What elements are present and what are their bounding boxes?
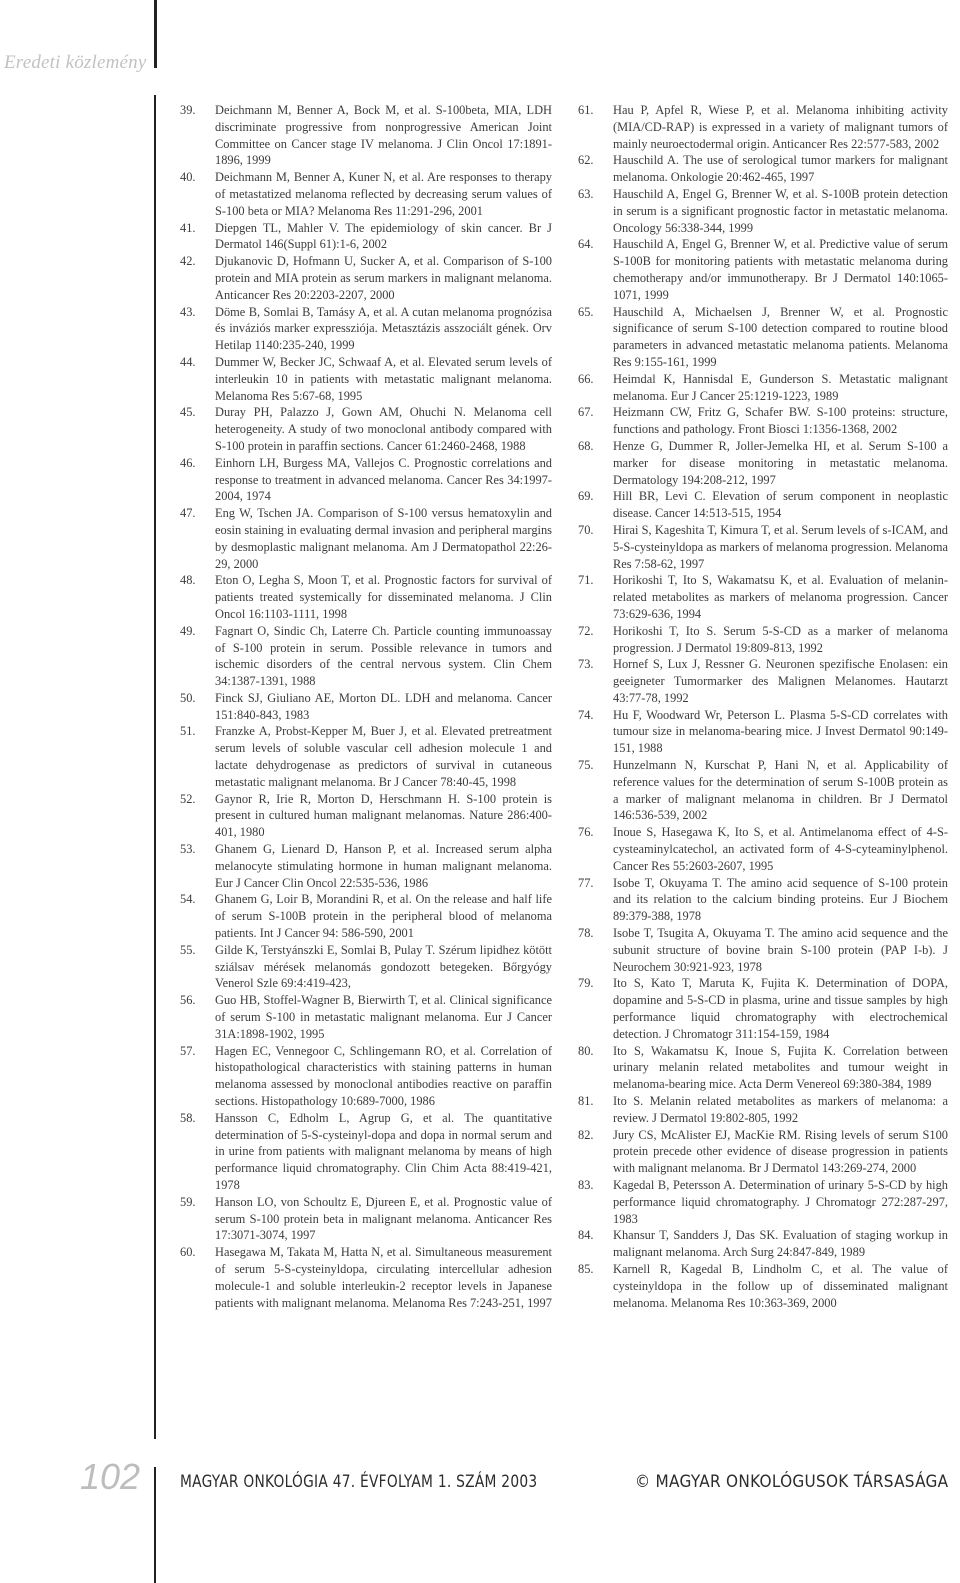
reference-number: 78.	[578, 926, 594, 941]
reference-number: 76.	[578, 825, 594, 840]
reference-number: 80.	[578, 1043, 594, 1058]
reference-text: Hau P, Apfel R, Wiese P, et al. Melanoma inhibiting activity (MIA/CD-RAP) is expressed in a variety of malignant tumors of mainly neuroectodermal origin. Anticancer Res 22:577-583, 2002	[613, 103, 948, 151]
reference-number: 57.	[180, 1043, 196, 1058]
reference-number: 83.	[578, 1178, 594, 1192]
reference-text: Finck SJ, Giuliano AE, Morton DL. LDH and melanoma. Cancer 151:840-843, 1983	[215, 690, 552, 722]
reference-number: 81.	[578, 1094, 594, 1109]
reference-number: 64.	[578, 237, 594, 252]
reference-text: Gilde K, Terstyánszki E, Somlai B, Pulay T. Szérum lipidhez kötött sziálsav mérések melanomás gondozott betegeken. Bőrgyógy Venerol Szle 69:4:419-423,	[215, 942, 552, 991]
reference-number: 66.	[578, 371, 594, 386]
reference-item	[578, 371, 948, 405]
reference-item	[180, 455, 552, 505]
copyright-notice: © MAGYAR ONKOLÓGUSOK TÁRSASÁGA	[634, 1472, 948, 1492]
reference-text: Ito S, Kato T, Maruta K, Fujita K. Determination of DOPA, dopamine and 5-S-CD in plasma, urine and tissue samples by high performance liquid chromatography with electrochemical detection. J Chromatogr 311:154-159, 1984	[613, 976, 948, 1041]
reference-number: 63.	[578, 186, 594, 201]
reference-item	[578, 925, 948, 975]
reference-item	[578, 757, 948, 824]
reference-text: Hirai S, Kageshita T, Kimura T, et al. Serum levels of s-ICAM, and 5-S-cysteinyldopa as markers of melanoma progression. Melanoma Res 7:58-62, 1997	[613, 522, 948, 571]
reference-item	[578, 152, 948, 186]
reference-item	[180, 1110, 552, 1194]
reference-number: 59.	[180, 1194, 196, 1209]
reference-text: Isobe T, Tsugita A, Okuyama T. The amino acid sequence and the subunit structure of bovine brain S-100 protein (PAP I-b). J Neurochem 30:921-923, 1978	[613, 926, 948, 974]
reference-number: 74.	[578, 707, 594, 722]
reference-item	[578, 438, 948, 488]
reference-item	[578, 656, 948, 706]
reference-number: 55.	[180, 942, 196, 957]
reference-item	[180, 169, 552, 219]
reference-text: Henze G, Dummer R, Joller-Jemelka HI, et al. Serum S-100 a marker for disease monitoring in metastatic melanoma. Dermatology 194:208-212, 1997	[613, 438, 948, 487]
reference-text: Franzke A, Probst-Kepper M, Buer J, et al. Elevated pretreatment serum levels of soluble vascular cell adhesion molecule 1 and lactate dehydrogenase as predictors of survival in cutaneous metastatic malignant melanoma. Br J Cancer 78:40-45, 1998	[215, 724, 552, 789]
reference-item	[578, 1177, 948, 1227]
reference-text: Hornef S, Lux J, Ressner G. Neuronen spezifische Enolasen: ein geeigneter Tumormarker des Malignen Melanomes. Hautarzt 43:77-78, 1992	[613, 657, 948, 705]
reference-item	[578, 875, 948, 925]
reference-text: Deichmann M, Benner A, Bock M, et al. S-100beta, MIA, LDH discriminate progressive from nonprogressive American Joint Committee on Cancer stage IV melanoma. J Clin Oncol 17:1891-1896, 1999	[215, 103, 552, 168]
reference-item	[180, 220, 552, 254]
reference-number: 43.	[180, 304, 196, 319]
reference-number: 75.	[578, 758, 594, 773]
reference-item	[578, 1093, 948, 1127]
reference-number: 51.	[180, 724, 196, 739]
reference-number: 42.	[180, 254, 196, 269]
reference-text: Horikoshi T, Ito S, Wakamatsu K, et al. Evaluation of melanin-related metabolites as markers of melanoma progression. Cancer 73:629-636, 1994	[613, 573, 948, 621]
section-label: Eredeti közlemény	[4, 52, 147, 73]
reference-number: 53.	[180, 842, 196, 857]
reference-text: Hansson C, Edholm L, Agrup G, et al. The quantitative determination of 5-S-cysteinyl-dopa and dopa in normal serum and in urine from patients with malignant melanoma by means of high performance liquid chromatography. Clin Chim Acta 88:419-421, 1978	[215, 1110, 552, 1192]
reference-number: 52.	[180, 791, 196, 806]
reference-number: 69.	[578, 489, 594, 504]
reference-text: Khansur T, Sandders J, Das SK. Evaluation of staging workup in malignant melanoma. Arch Surg 24:847-849, 1989	[613, 1228, 948, 1260]
reference-text: Eng W, Tschen JA. Comparison of S-100 versus hematoxylin and eosin staining in evaluating dermal invasion and peripheral margins by desmoplastic malignant melanoma. Am J Dermatopathol 22:26-29, 2000	[215, 506, 552, 571]
reference-item	[180, 942, 552, 992]
vertical-rule-top	[154, 0, 157, 68]
reference-number: 50.	[180, 690, 196, 705]
reference-item	[180, 304, 552, 354]
reference-number: 47.	[180, 506, 196, 521]
reference-text: Gaynor R, Irie R, Morton D, Herschmann H. S-100 protein is present in cultured human malignant melanomas. Nature 286:400-401, 1980	[215, 791, 552, 840]
reference-number: 39.	[180, 103, 196, 117]
reference-item	[578, 707, 948, 757]
reference-item	[578, 522, 948, 572]
reference-text: Hu F, Woodward Wr, Peterson L. Plasma 5-S-CD correlates with tumour size in melanoma-bearing mice. J Invest Dermatol 90:149-151, 1988	[613, 707, 948, 756]
reference-text: Djukanovic D, Hofmann U, Sucker A, et al. Comparison of S-100 protein and MIA protein as serum markers in malignant melanoma. Anticancer Res 20:2203-2207, 2000	[215, 254, 552, 302]
reference-item	[180, 354, 552, 404]
reference-number: 84.	[578, 1228, 594, 1243]
reference-number: 41.	[180, 220, 196, 235]
reference-item	[180, 102, 552, 169]
reference-item	[578, 404, 948, 438]
reference-number: 54.	[180, 892, 196, 907]
reference-number: 58.	[180, 1110, 196, 1125]
reference-item	[578, 824, 948, 874]
reference-item	[578, 1043, 948, 1093]
reference-text: Einhorn LH, Burgess MA, Vallejos C. Prognostic correlations and response to treatment in advanced melanoma. Cancer Res 34:1997-2004, 1974	[215, 455, 552, 504]
reference-number: 45.	[180, 405, 196, 420]
reference-item	[180, 404, 552, 454]
reference-number: 40.	[180, 170, 196, 185]
reference-number: 48.	[180, 573, 196, 588]
reference-item	[578, 1261, 948, 1311]
reference-text: Dummer W, Becker JC, Schwaaf A, et al. Elevated serum levels of interleukin 10 in patients with metastatic malignant melanoma. Melanoma Res 5:67-68, 1995	[215, 354, 552, 403]
reference-text: Isobe T, Okuyama T. The amino acid sequence of S-100 protein and its relation to the calcium binding proteins. Eur J Biochem 89:379-388, 1978	[613, 875, 948, 924]
reference-text: Hill BR, Levi C. Elevation of serum component in neoplastic disease. Cancer 14:513-515, 1954	[613, 489, 948, 521]
reference-text: Jury CS, McAlister EJ, MacKie RM. Rising levels of serum S100 protein precede other evidence of disease progression in patients with malignant melanoma. Br J Dermatol 143:269-274, 2000	[613, 1127, 948, 1176]
reference-item	[578, 236, 948, 303]
reference-text: Deichmann M, Benner A, Kuner N, et al. Are responses to therapy of metastatized melanoma reflected by decreasing serum values of S-100 beta or MIA? Melanoma Res 11:291-296, 2001	[215, 170, 552, 218]
reference-item	[578, 1127, 948, 1177]
reference-number: 60.	[180, 1245, 196, 1260]
reference-text: Hasegawa M, Takata M, Hatta N, et al. Simultaneous measurement of serum 5-S-cysteinyldopa, circulating intercellular adhesion molecule-1 and soluble interleukin-2 receptor levels in Japanese patients with malignant melanoma. Melanoma Res 7:243-251, 1997	[215, 1245, 552, 1310]
reference-item	[180, 690, 552, 724]
reference-text: Ghanem G, Lienard D, Hanson P, et al. Increased serum alpha melanocyte stimulating hormone in human malignant melanoma. Eur J Cancer Clin Oncol 22:535-536, 1986	[215, 842, 552, 890]
reference-number: 73.	[578, 657, 594, 672]
reference-item	[180, 623, 552, 690]
reference-text: Inoue S, Hasegawa K, Ito S, et al. Antimelanoma effect of 4-S-cysteaminylcatechol, an activated form of 4-S-cyteaminylphenol. Cancer Res 55:2603-2607, 1995	[613, 825, 948, 873]
reference-text: Ito S. Melanin related metabolites as markers of melanoma: a review. J Dermatol 19:802-805, 1992	[613, 1094, 948, 1125]
reference-text: Döme B, Somlai B, Tamásy A, et al. A cutan melanoma prognózisa és inváziós marker expressziója. Metasztázis asszociált gének. Orv Hetilap 1140:235-240, 1999	[215, 304, 552, 353]
reference-item	[180, 992, 552, 1042]
reference-text: Ito S, Wakamatsu K, Inoue S, Fujita K. Correlation between urinary melanin related metabolites and tumour weight in melanoma-bearing mice. Acta Derm Venereol 69:380-384, 1989	[613, 1043, 948, 1092]
reference-item	[578, 186, 948, 236]
reference-item	[180, 891, 552, 941]
reference-text: Kagedal B, Petersson A. Determination of urinary 5-S-CD by high performance liquid chromatography. J Chromatogr 272:287-297, 1983	[613, 1178, 948, 1226]
reference-number: 79.	[578, 976, 594, 991]
reference-number: 56.	[180, 993, 196, 1008]
reference-text: Horikoshi T, Ito S. Serum 5-S-CD as a marker of melanoma progression. J Dermatol 19:809-813, 1992	[613, 623, 948, 655]
reference-item	[180, 1043, 552, 1110]
journal-issue: MAGYAR ONKOLÓGIA 47. ÉVFOLYAM 1. SZÁM 2003	[180, 1472, 538, 1492]
reference-text: Hunzelmann N, Kurschat P, Hani N, et al. Applicability of reference values for the determination of serum S-100B protein as a marker of malignant melanoma in children. Br J Dermatol 146:536-539, 2002	[613, 758, 948, 823]
references-left-column	[180, 102, 552, 1311]
reference-text: Eton O, Legha S, Moon T, et al. Prognostic factors for survival of patients treated systemically for disseminated melanoma. J Clin Oncol 16:1103-1111, 1998	[215, 573, 552, 621]
reference-text: Karnell R, Kagedal B, Lindholm C, et al. The value of cysteinyldopa in the follow up of disseminated malignant melanoma. Melanoma Res 10:363-369, 2000	[613, 1261, 948, 1310]
reference-text: Heimdal K, Hannisdal E, Gunderson S. Metastatic malignant melanoma. Eur J Cancer 25:1219-1223, 1989	[613, 371, 948, 403]
reference-text: Diepgen TL, Mahler V. The epidemiology of skin cancer. Br J Dermatol 146(Suppl 61):1-6, 2002	[215, 220, 552, 252]
reference-text: Guo HB, Stoffel-Wagner B, Bierwirth T, et al. Clinical significance of serum S-100 in metastatic malignant melanoma. Eur J Cancer 31A:1898-1902, 1995	[215, 993, 552, 1041]
reference-number: 67.	[578, 405, 594, 420]
reference-item	[180, 1244, 552, 1311]
page-number: 102	[80, 1456, 141, 1497]
reference-text: Duray PH, Palazzo J, Gown AM, Ohuchi N. Melanoma cell heterogeneity. A study of two monoclonal antibody compared with S-100 protein in paraffin sections. Cancer 61:2460-2468, 1988	[215, 405, 552, 453]
reference-text: Hauschild A. The use of serological tumor markers for malignant melanoma. Onkologie 20:462-465, 1997	[613, 153, 948, 185]
reference-item	[180, 723, 552, 790]
reference-item	[180, 791, 552, 841]
reference-text: Ghanem G, Loir B, Morandini R, et al. On the release and half life of serum S-100B protein in the peripheral blood of melanoma patients. Int J Cancer 94: 586-590, 2001	[215, 892, 552, 941]
reference-item	[180, 1194, 552, 1244]
reference-number: 62.	[578, 153, 594, 168]
references-right-column	[578, 102, 948, 1311]
reference-item	[578, 102, 948, 152]
reference-item	[180, 253, 552, 303]
reference-text: Hagen EC, Vennegoor C, Schlingemann RO, et al. Correlation of histopathological characteristics with staining patterns in human melanoma assessed by monoclonal antibodies reactive on paraffin sections. Histopathology 10:689-7000, 1986	[215, 1043, 552, 1109]
reference-number: 49.	[180, 623, 196, 638]
reference-item	[180, 572, 552, 622]
reference-item	[578, 304, 948, 371]
reference-item	[578, 488, 948, 522]
reference-number: 61.	[578, 103, 594, 117]
vertical-rule-footer	[154, 1467, 156, 1583]
reference-number: 46.	[180, 455, 196, 470]
reference-number: 85.	[578, 1261, 594, 1276]
reference-number: 65.	[578, 304, 594, 319]
reference-text: Hauschild A, Michaelsen J, Brenner W, et al. Prognostic significance of serum S-100 detection compared to routine blood parameters in advanced metastatic melanoma patients. Melanoma Res 9:155-161, 1999	[613, 304, 948, 369]
reference-text: Hanson LO, von Schoultz E, Djureen E, et al. Prognostic value of serum S-100 protein beta in malignant melanoma. Anticancer Res 17:3071-3074, 1997	[215, 1194, 552, 1243]
reference-number: 71.	[578, 573, 594, 588]
reference-item	[180, 505, 552, 572]
reference-item	[578, 1227, 948, 1261]
reference-number: 72.	[578, 623, 594, 638]
reference-number: 70.	[578, 522, 594, 537]
reference-item	[578, 623, 948, 657]
reference-number: 77.	[578, 875, 594, 890]
reference-number: 68.	[578, 438, 594, 453]
vertical-rule-main	[154, 95, 156, 1439]
reference-number: 44.	[180, 354, 196, 369]
reference-item	[578, 572, 948, 622]
reference-item	[578, 975, 948, 1042]
reference-text: Hauschild A, Engel G, Brenner W, et al. S-100B protein detection in serum is a significant prognostic factor in metastatic melanoma. Oncology 56:338-344, 1999	[613, 186, 948, 235]
reference-text: Heizmann CW, Fritz G, Schafer BW. S-100 proteins: structure, functions and pathology. Front Biosci 1:1356-1368, 2002	[613, 405, 948, 437]
reference-number: 82.	[578, 1127, 594, 1142]
reference-text: Hauschild A, Engel G, Brenner W, et al. Predictive value of serum S-100B for monitoring patients with metastatic melanoma during chemotherapy and/or immunotherapy. Br J Dermatol 140:1065-1071, 1999	[613, 237, 948, 302]
reference-item	[180, 841, 552, 891]
reference-text: Fagnart O, Sindic Ch, Laterre Ch. Particle counting immunoassay of S-100 protein in serum. Possible relevance in tumors and ischemic disorders of the central nervous system. Clin Chem 34:1387-1391, 1988	[215, 623, 552, 689]
